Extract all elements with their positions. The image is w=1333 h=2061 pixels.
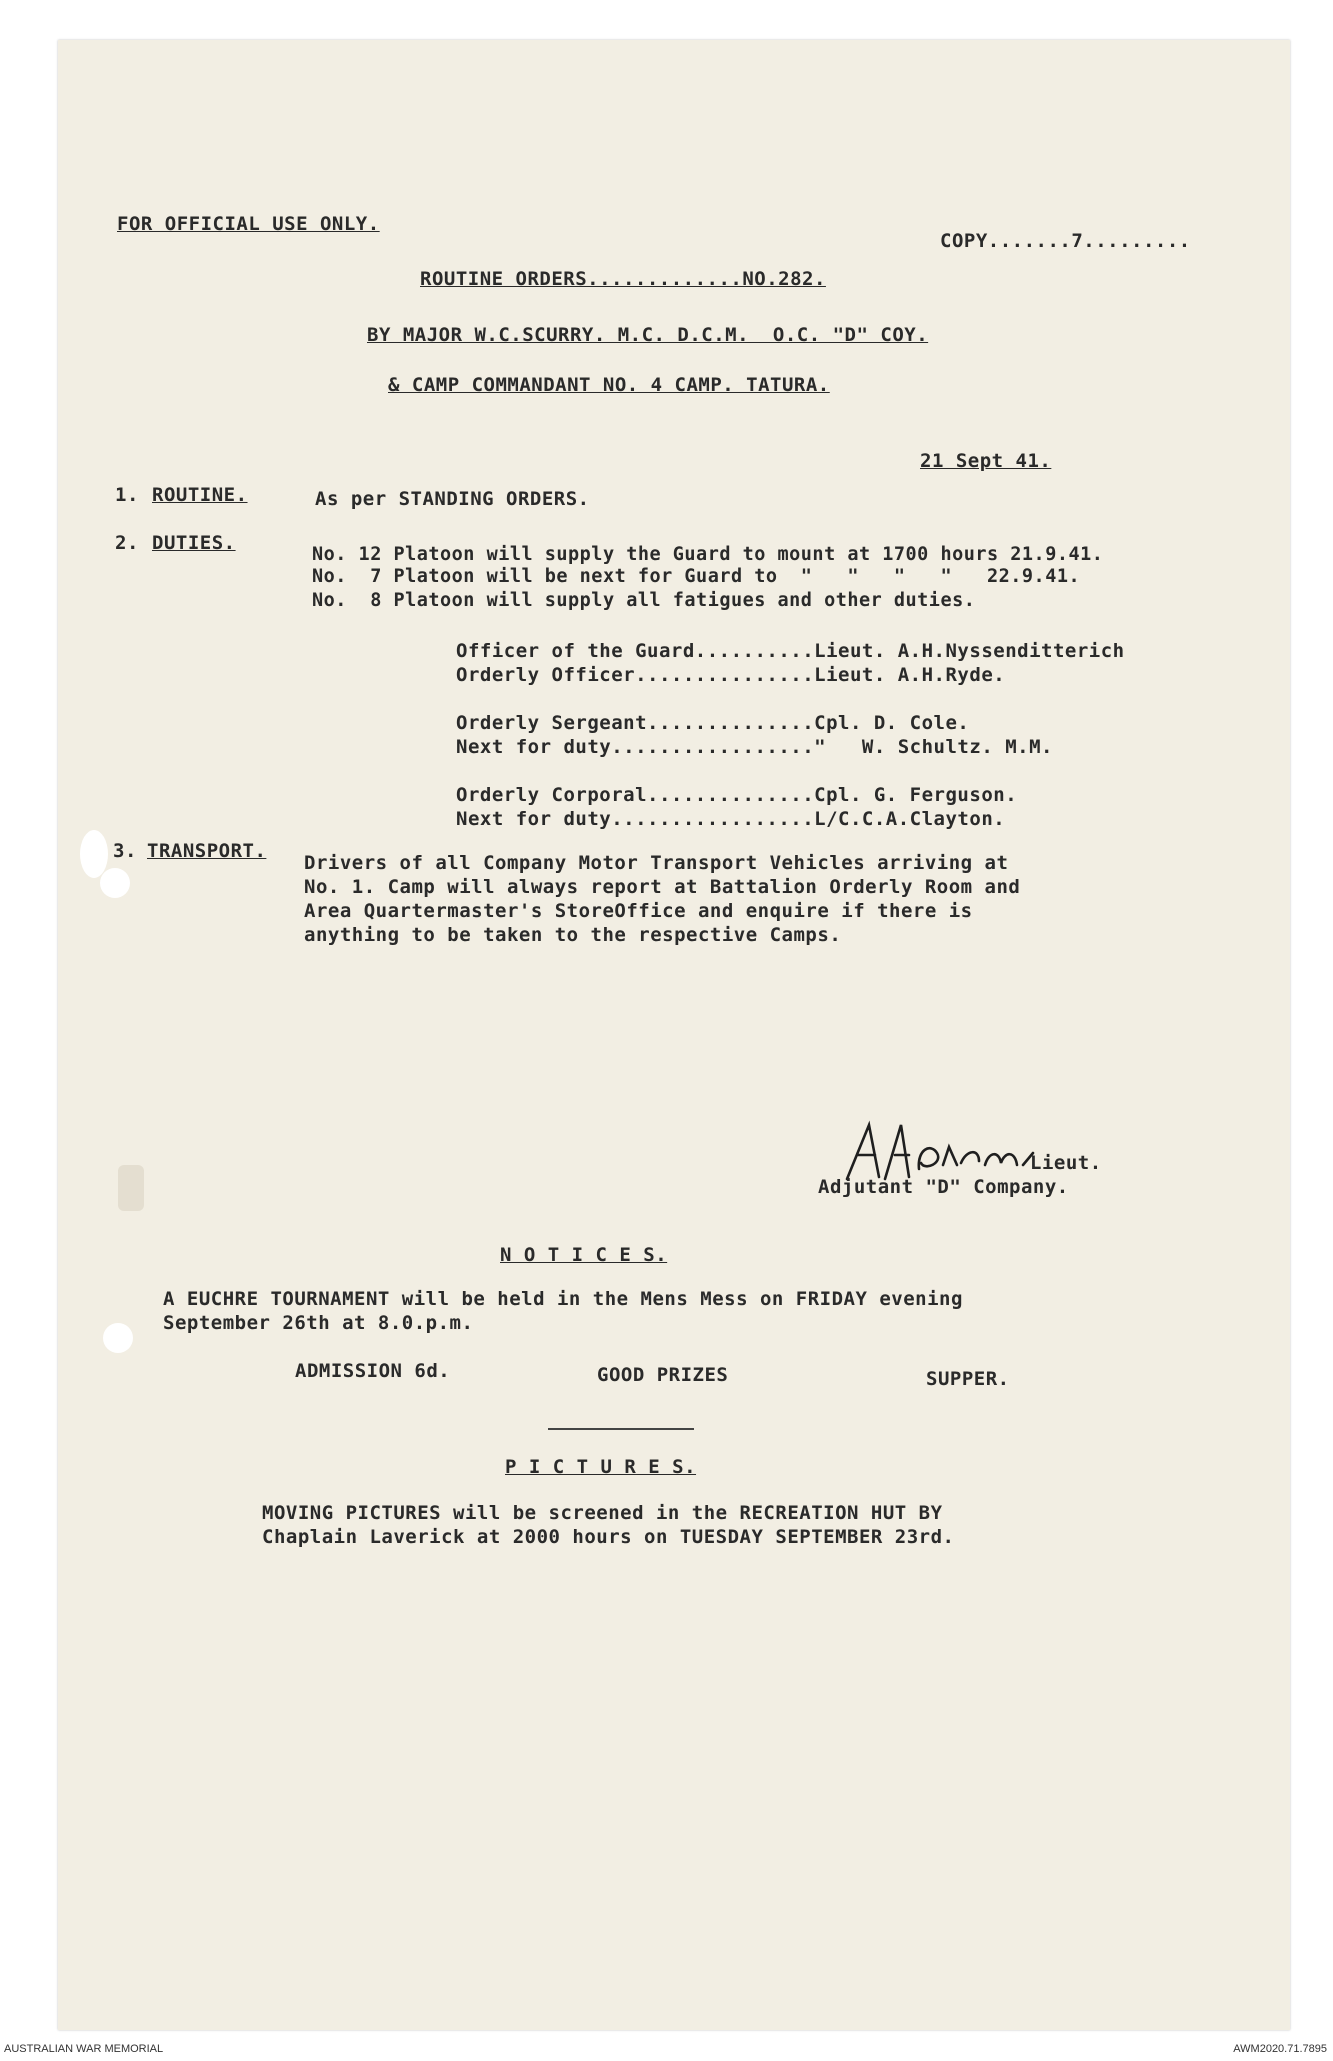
notice-prizes: GOOD PRIZES: [597, 1364, 729, 1386]
section-number: 1.: [115, 484, 139, 506]
pictures-heading: P I C T U R E S.: [505, 1456, 697, 1478]
orders-title: ROUTINE ORDERS.............NO.282.: [420, 268, 826, 290]
punch-hole-upper: [80, 830, 108, 878]
duty-line: No. 7 Platoon will be next for Guard to " " " " 22.9.41.: [312, 566, 1081, 587]
transport-line: Drivers of all Company Motor Transport Vehicles arriving at: [304, 852, 1009, 874]
signatory-rank: Lieut.: [1030, 1152, 1102, 1174]
notice-admission: ADMISSION 6d.: [295, 1360, 451, 1382]
punch-hole-lower: [103, 1323, 133, 1353]
orders-camp: & CAMP COMMANDANT NO. 4 CAMP. TATURA.: [388, 374, 830, 396]
footer-accession: AWM2020.71.7895: [1233, 2043, 1327, 2055]
order-date: 21 Sept 41.: [920, 450, 1052, 472]
duty-roster-entry: Orderly Officer...............Lieut. A.H.Ryde.: [456, 664, 1006, 686]
duty-roster-entry: Orderly Corporal..............Cpl. G. Ferguson.: [456, 784, 1018, 806]
duty-line: No. 8 Platoon will supply all fatigues and other duties.: [312, 590, 976, 611]
paper-tear: [118, 1165, 144, 1211]
classification-label: FOR OFFICIAL USE ONLY.: [117, 213, 380, 235]
duty-roster-entry: Next for duty.................L/C.C.A.Clayton.: [456, 808, 1006, 830]
pictures-line: Chaplain Laverick at 2000 hours on TUESDAY SEPTEMBER 23rd.: [262, 1526, 955, 1548]
transport-line: Area Quartermaster's StoreOffice and enquire if there is: [304, 900, 973, 922]
orders-authority: BY MAJOR W.C.SCURRY. M.C. D.C.M. O.C. "D" COY.: [367, 324, 929, 346]
section-label: ROUTINE.: [152, 484, 248, 506]
duty-roster-entry: Orderly Sergeant..............Cpl. D. Cole.: [456, 712, 970, 734]
section-divider: [548, 1428, 694, 1430]
signatory-role: Adjutant "D" Company.: [818, 1176, 1069, 1198]
punch-hole-middle: [100, 868, 130, 898]
transport-line: No. 1. Camp will always report at Battalion Orderly Room and: [304, 876, 1021, 898]
routine-text: As per STANDING ORDERS.: [315, 488, 590, 510]
pictures-line: MOVING PICTURES will be screened in the RECREATION HUT BY: [262, 1502, 943, 1524]
duty-roster-entry: Officer of the Guard..........Lieut. A.H.Nyssenditterich: [456, 640, 1125, 662]
notice-line: September 26th at 8.0.p.m.: [163, 1312, 474, 1334]
section-label: TRANSPORT.: [147, 840, 267, 862]
notice-line: A EUCHRE TOURNAMENT will be held in the Mens Mess on FRIDAY evening: [163, 1288, 963, 1310]
duty-roster-entry: Next for duty................." W. Schultz. M.M.: [456, 736, 1053, 758]
transport-line: anything to be taken to the respective Camps.: [304, 924, 842, 946]
section-number: 2.: [115, 532, 139, 554]
duty-line: No. 12 Platoon will supply the Guard to mount at 1700 hours 21.9.41.: [312, 544, 1104, 565]
section-label: DUTIES.: [152, 532, 236, 554]
footer-archive: AUSTRALIAN WAR MEMORIAL: [4, 2043, 164, 2055]
notices-heading: N O T I C E S.: [500, 1244, 668, 1266]
copy-number: COPY.......7.........: [940, 230, 1191, 252]
notice-supper: SUPPER.: [926, 1368, 1010, 1390]
section-number: 3.: [113, 840, 137, 862]
